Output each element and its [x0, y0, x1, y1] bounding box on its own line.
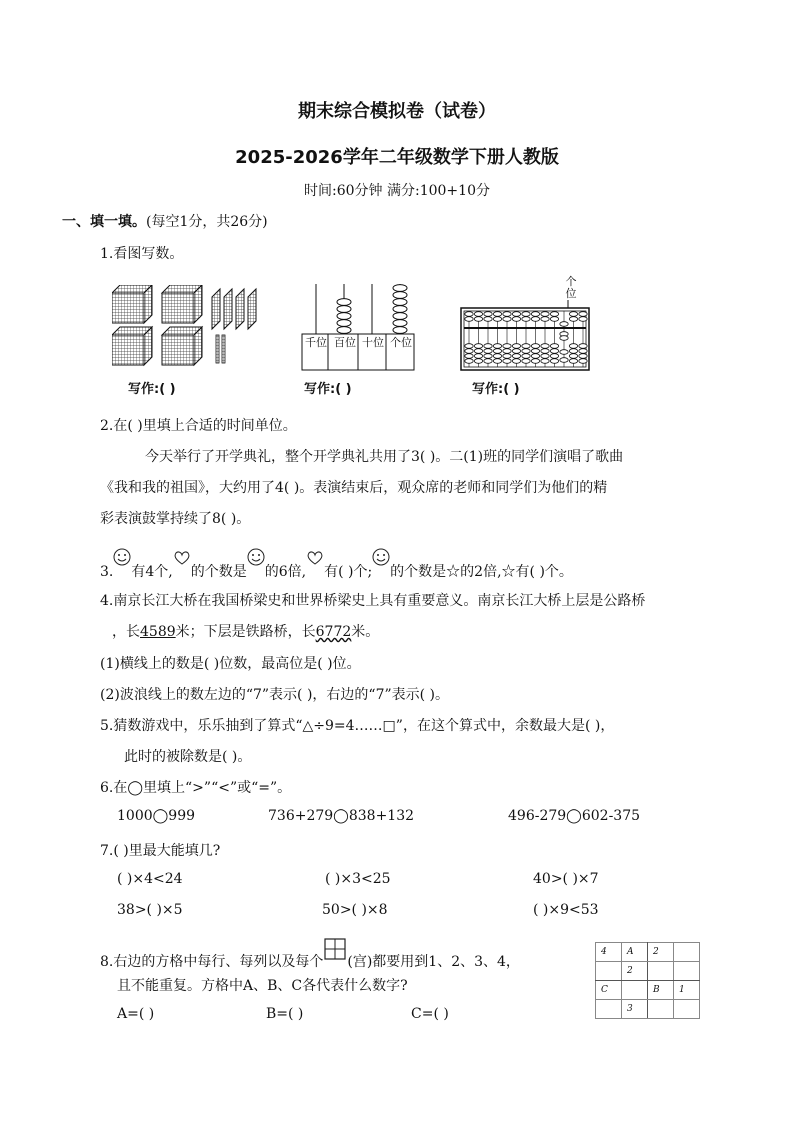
suanpan-ones-label: 个位 [565, 275, 577, 300]
grid-cell [674, 1000, 700, 1019]
suanpan-bead [512, 359, 520, 364]
suanpan-bead [569, 312, 577, 317]
suanpan-bead [522, 359, 530, 364]
suanpan-bead [522, 354, 530, 359]
fill-item[interactable]: 38>( )×5 [117, 902, 183, 918]
fill-item[interactable]: ( )×9<53 [533, 902, 599, 918]
wavy-underlined-number: 6772 [315, 624, 352, 640]
section-title: 一、填一填。 [62, 214, 146, 230]
grid-cell [596, 1000, 622, 1019]
thousand-cube [112, 327, 152, 365]
suanpan-bead [503, 317, 511, 322]
place-label-thousands: 千位 [305, 336, 327, 349]
abacus-bead [393, 313, 407, 320]
suanpan-bead [560, 336, 568, 341]
suanpan-bead [550, 359, 558, 364]
suanpan-bead [550, 317, 558, 322]
question-1-stem: 1.看图写数。 [100, 246, 184, 262]
thousand-cube [112, 285, 152, 323]
exam-title: 期末综合模拟卷（试卷） [298, 101, 496, 122]
question-7-stem: 7.( )里最大能填几? [100, 843, 221, 859]
abacus-bead [337, 327, 351, 334]
suanpan-bead [503, 354, 511, 359]
smiley-face-icon [113, 548, 131, 570]
suanpan-bead [512, 317, 520, 322]
suanpan-bead [465, 354, 473, 359]
question-5-line: 此时的被除数是( )。 [124, 749, 252, 765]
suanpan-bead [484, 312, 492, 317]
place-label-tens: 十位 [362, 336, 384, 349]
suanpan-bead [569, 317, 577, 322]
answer-b[interactable]: B=( ) [266, 1006, 304, 1022]
hundred-flats [212, 289, 256, 329]
suanpan-bead [522, 317, 530, 322]
write-answer-3[interactable]: 写作:( ) [472, 382, 520, 397]
suanpan-bead [531, 344, 539, 349]
suanpan-bead [484, 354, 492, 359]
suanpan-bead [493, 354, 501, 359]
suanpan-bead [493, 349, 501, 354]
grid-cell [596, 962, 622, 981]
suanpan-bead [579, 317, 587, 322]
answer-a[interactable]: A=( ) [117, 1006, 155, 1022]
beads-hundreds [337, 299, 351, 334]
suanpan-bead [550, 312, 558, 317]
suanpan-bead [579, 359, 587, 364]
grid-cell: 4 [596, 943, 622, 962]
question-4-line: 4.南京长江大桥在我国桥梁史和世界桥梁史上具有重要意义。南京长江大桥上层是公路桥 [100, 593, 646, 609]
suanpan-bead [531, 349, 539, 354]
counting-frame-abacus [300, 282, 416, 372]
place-label-ones: 个位 [390, 336, 412, 349]
suanpan-bead [541, 349, 549, 354]
suanpan-bead [474, 359, 482, 364]
grid-cell [674, 962, 700, 981]
suanpan-bead [484, 349, 492, 354]
suanpan-bead [522, 312, 530, 317]
grid-cell [648, 962, 674, 981]
suanpan-bead [541, 354, 549, 359]
suanpan-bead [531, 359, 539, 364]
smiley-face-icon [372, 548, 390, 570]
suanpan-bead [484, 359, 492, 364]
fill-item[interactable]: ( )×3<25 [325, 871, 391, 887]
suanpan-bead [522, 349, 530, 354]
compare-item[interactable]: 496-279◯602-375 [508, 808, 641, 824]
suanpan-bead [579, 312, 587, 317]
grid-cell: 2 [622, 962, 648, 981]
suanpan-bead [579, 354, 587, 359]
suanpan-bead [493, 344, 501, 349]
question-2-text-line: 《我和我的祖国》，大约用了4( )。表演结束后，观众席的老师和同学们为他们的精 [100, 480, 608, 496]
suanpan-bead [474, 344, 482, 349]
question-8-line: 8.右边的方格中每行、每列以及每个 (宫)都要用到1、2、3、4， [100, 944, 520, 971]
abacus-bead [393, 299, 407, 306]
question-6-stem: 6.在◯里填上“>”“<”或“=”。 [100, 780, 292, 796]
fill-item[interactable]: ( )×4<24 [117, 871, 183, 887]
suanpan-figure [460, 300, 590, 372]
abacus-bead [337, 299, 351, 306]
compare-item[interactable]: 1000◯999 [117, 808, 196, 824]
question-5-line: 5.猜数游戏中，乐乐抽到了算式“△÷9=4……□”，在这个算式中，余数最大是( )， [100, 718, 615, 734]
suanpan-bead [512, 354, 520, 359]
suanpan-bead [503, 344, 511, 349]
abacus-bead [393, 327, 407, 334]
palace-grid-icon [324, 938, 346, 964]
suanpan-bead [503, 359, 511, 364]
grid-cell: A [622, 943, 648, 962]
write-answer-2[interactable]: 写作:( ) [304, 382, 352, 397]
exam-meta: 时间:60分钟 满分:100+10分 [304, 183, 490, 199]
suanpan-bead [493, 312, 501, 317]
fill-item[interactable]: 40>( )×7 [533, 871, 599, 887]
suanpan-bead [493, 359, 501, 364]
suanpan-bead [550, 354, 558, 359]
suanpan-bead [503, 349, 511, 354]
suanpan-bead [474, 317, 482, 322]
grid-cell [622, 981, 648, 1000]
suanpan-bead [474, 312, 482, 317]
grid-cell: 1 [674, 981, 700, 1000]
suanpan-bead [560, 322, 568, 327]
compare-item[interactable]: 736+279◯838+132 [268, 808, 415, 824]
smiley-face-icon [247, 548, 265, 570]
grid-cell: 2 [648, 943, 674, 962]
suanpan-bead [569, 344, 577, 349]
abacus-bead [393, 292, 407, 299]
write-answer-1[interactable]: 写作:( ) [128, 382, 176, 397]
suanpan-bead [465, 349, 473, 354]
question-2-stem: 2.在( )里填上合适的时间单位。 [100, 418, 297, 434]
heart-icon [306, 550, 324, 570]
suanpan-bead [541, 344, 549, 349]
section-note: (每空1分，共26分) [146, 214, 268, 230]
suanpan-bead [522, 344, 530, 349]
question-4-sub1: (1)横线上的数是( )位数，最高位是( )位。 [100, 656, 361, 672]
suanpan-bead [484, 344, 492, 349]
suanpan-bead [579, 344, 587, 349]
suanpan-bead [541, 359, 549, 364]
question-3-line: 3. 有4个, 的个数是 的6倍, 有( )个; 的个数是☆的2倍,☆有( )个。 [100, 558, 573, 581]
ten-rods [216, 335, 225, 363]
thousand-cube [162, 285, 202, 323]
question-4-line: ，长4589米；下层是铁路桥，长6772米。 [112, 624, 380, 640]
exam-subtitle: 2025-2026学年二年级数学下册人教版 [235, 147, 559, 168]
question-2-text-line: 彩表演鼓掌持续了8( )。 [100, 511, 251, 527]
abacus-bead [393, 320, 407, 327]
suanpan-bead [579, 349, 587, 354]
grid-cell [674, 943, 700, 962]
suanpan-bead [493, 317, 501, 322]
beads-ones [393, 285, 407, 334]
abacus-bead [337, 320, 351, 327]
question-4-sub2: (2)波浪线上的数左边的“7”表示( )，右边的“7”表示( )。 [100, 687, 450, 703]
question-3-number: 3. [100, 564, 114, 580]
question-2-text-line: 今天举行了开学典礼，整个开学典礼共用了3( )。二(1)班的同学们演唱了歌曲 [145, 449, 624, 465]
suanpan-bead [484, 317, 492, 322]
grid-cell: C [596, 981, 622, 1000]
suanpan-bead [465, 312, 473, 317]
sudoku-grid [595, 942, 700, 1019]
suanpan-bead [531, 354, 539, 359]
grid-cell [648, 1000, 674, 1019]
grid-cell: B [648, 981, 674, 1000]
abacus-bead [337, 306, 351, 313]
suanpan-bead [569, 349, 577, 354]
suanpan-bead [531, 312, 539, 317]
suanpan-bead [569, 359, 577, 364]
suanpan-bead [512, 349, 520, 354]
suanpan-bead [474, 349, 482, 354]
suanpan-bead [550, 344, 558, 349]
place-label-hundreds: 百位 [334, 336, 356, 349]
underlined-number: 4589 [140, 624, 176, 640]
suanpan-bead [512, 344, 520, 349]
base-ten-blocks-figure [112, 285, 272, 370]
abacus-bead [337, 313, 351, 320]
suanpan-bead [541, 317, 549, 322]
abacus-bead [393, 285, 407, 292]
suanpan-bead [550, 349, 558, 354]
question-8-line: 且不能重复。方格中A、B、C各代表什么数字? [117, 978, 408, 994]
suanpan-bead [560, 350, 568, 355]
fill-item[interactable]: 50>( )×8 [322, 902, 388, 918]
suanpan-bead [569, 354, 577, 359]
suanpan-bead [531, 317, 539, 322]
section-heading [62, 211, 268, 231]
suanpan-bead [541, 312, 549, 317]
suanpan-bead [465, 359, 473, 364]
suanpan-bead [560, 358, 568, 363]
grid-cell: 3 [622, 1000, 648, 1019]
suanpan-bead [474, 354, 482, 359]
suanpan-bead [512, 312, 520, 317]
suanpan-bead [465, 317, 473, 322]
abacus-bead [393, 306, 407, 313]
suanpan-bead [465, 344, 473, 349]
heart-icon [173, 550, 191, 570]
thousand-cube [162, 327, 202, 365]
answer-c[interactable]: C=( ) [411, 1006, 449, 1022]
suanpan-bead [503, 312, 511, 317]
